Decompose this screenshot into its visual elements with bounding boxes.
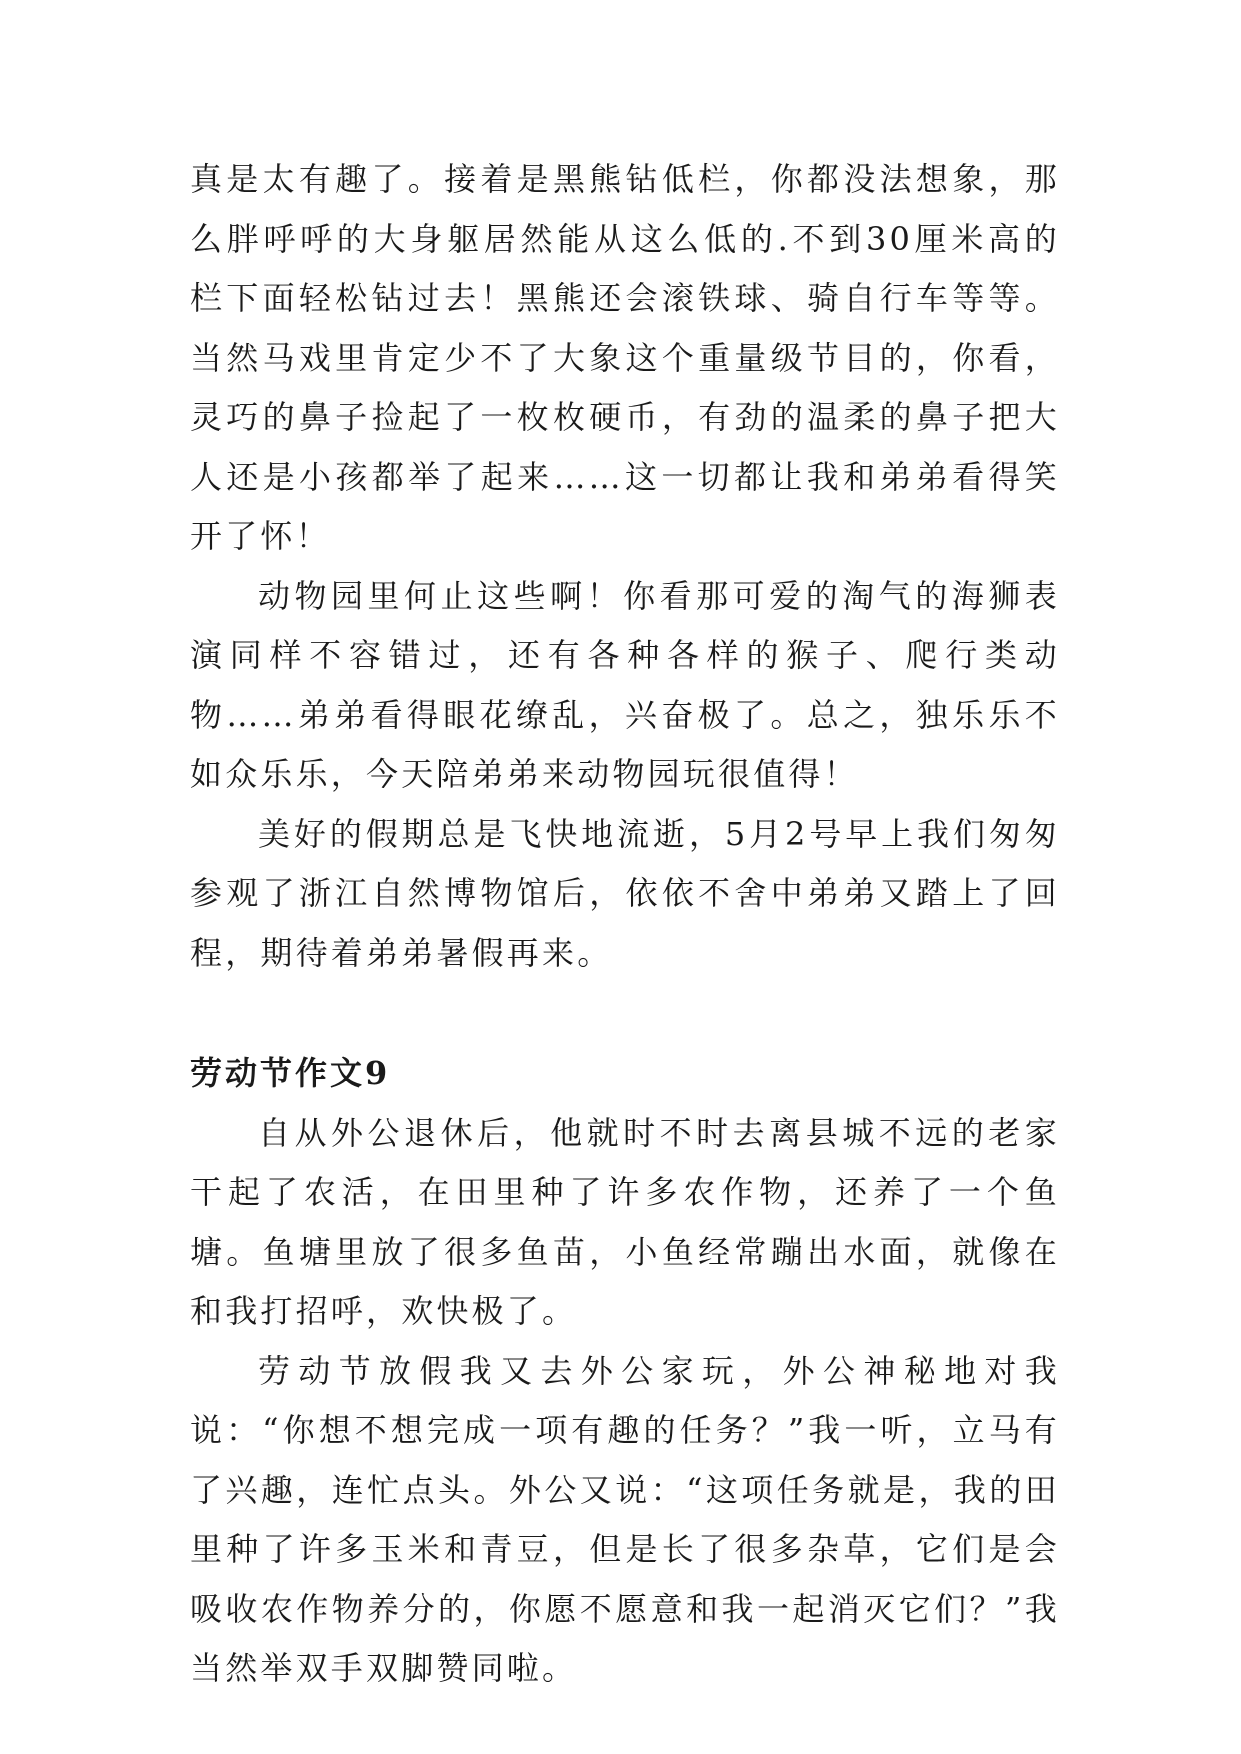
document-body — [190, 150, 1060, 1699]
paragraph-zoo-sea-lions: 动物园里何止这些啊！你看那可爱的淘气的海狮表演同样不容错过，还有各种各样的猴子、爬行类动物……弟弟看得眼花缭乱，兴奋极了。总之，独乐乐不如众乐乐，今天陪弟弟来动物园玩很值得！ — [190, 576, 1060, 793]
paragraph-holiday-end: 美好的假期总是飞快地流逝，5月2号早上我们匆匆参观了浙江自然博物馆后，依依不舍中弟弟又踏上了回程，期待着弟弟暑假再来。 — [190, 814, 1060, 972]
section-spacer — [190, 983, 1060, 1044]
paragraph-grandpa-farm: 自从外公退休后，他就时不时去离县城不远的老家干起了农活，在田里种了许多农作物，还养了一个鱼塘。鱼塘里放了很多鱼苗，小鱼经常蹦出水面，就像在和我打招呼，欢快极了。 — [190, 1113, 1060, 1330]
paragraph-circus-bear-elephant: 真是太有趣了。接着是黑熊钻低栏，你都没法想象，那么胖呼呼的大身躯居然能从这么低的.不到30厘米高的栏下面轻松钻过去！黑熊还会滚铁球、骑自行车等等。当然马戏里肯定少不了大象这个重量级节目的，你看，灵巧的鼻子捡起了一枚枚硬币，有劲的温柔的鼻子把大人还是小孩都举了起来……这一切都让我和弟弟看得笑开了怀！ — [190, 160, 1060, 555]
paragraph-weeding-task: 劳动节放假我又去外公家玩，外公神秘地对我说：“你想不想完成一项有趣的任务？”我一听，立马有了兴趣，连忙点头。外公又说：“这项任务就是，我的田里种了许多玉米和青豆，但是长了很多杂草，它们是会吸收农作物养分的，你愿不愿意和我一起消灭它们？”我当然举双手双脚赞同啦。 — [190, 1351, 1060, 1687]
section-title: 劳动节作文9 — [190, 1054, 391, 1092]
